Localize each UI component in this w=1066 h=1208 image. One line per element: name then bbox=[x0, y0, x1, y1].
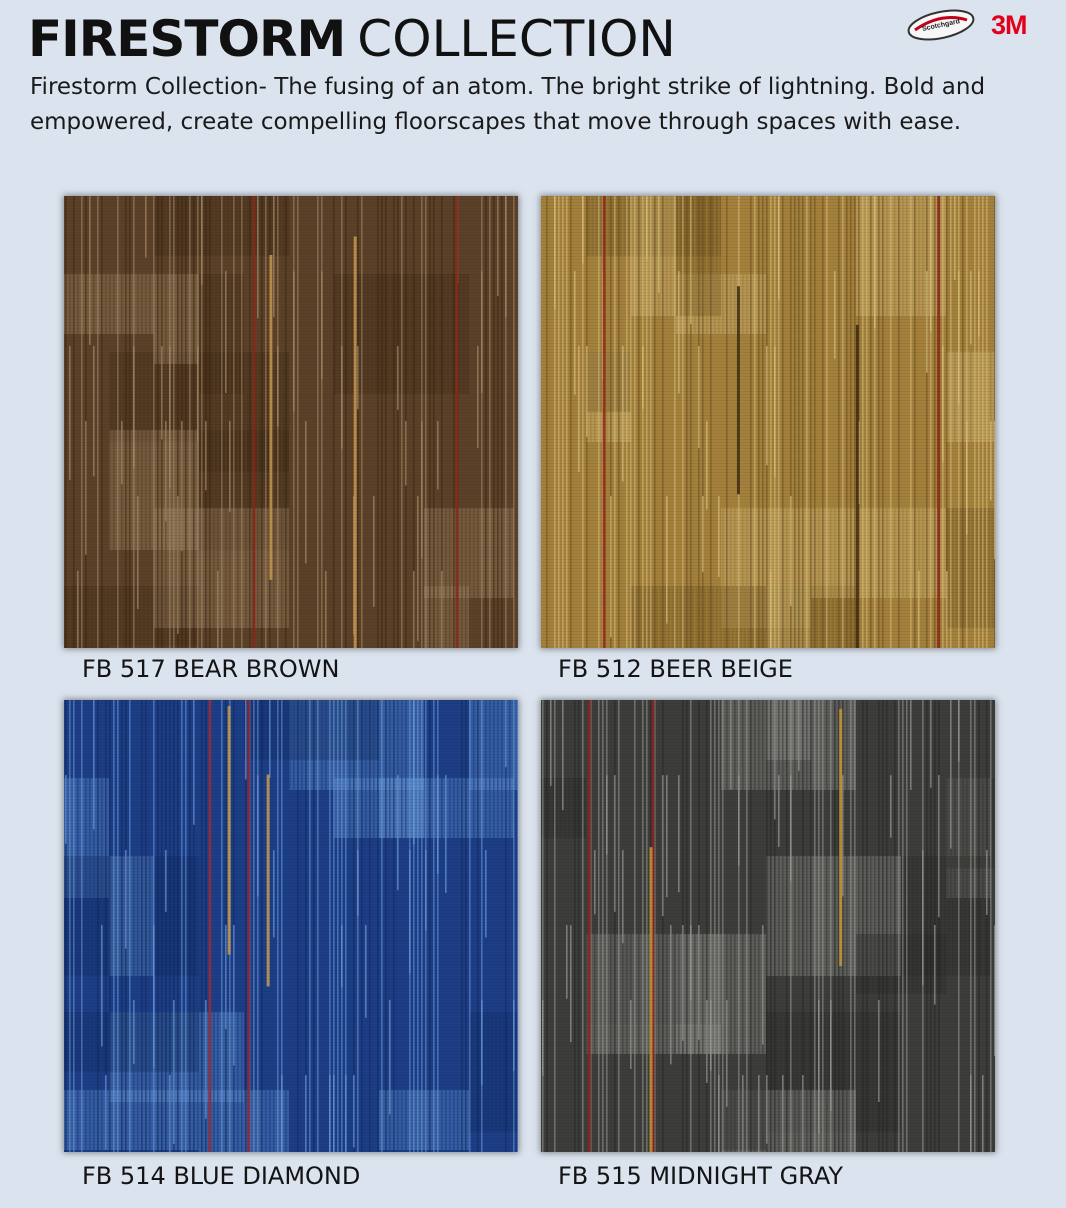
3m-logo: 3M bbox=[991, 10, 1027, 40]
svg-text:Scotchgard: Scotchgard bbox=[921, 18, 961, 33]
tile-caption-blue-diamond: FB 514 BLUE DIAMOND bbox=[82, 1162, 361, 1190]
tile-swatch-midnight-gray bbox=[541, 700, 995, 1152]
tile-caption-bear-brown: FB 517 BEAR BROWN bbox=[82, 655, 340, 683]
tile-caption-beer-beige: FB 512 BEER BEIGE bbox=[558, 655, 793, 683]
collection-description: Firestorm Collection- The fusing of an atom. The bright strike of lightning. Bold and empowered, create compelling floorscapes that move through spaces with ease. bbox=[30, 74, 986, 135]
tile-swatch-bear-brown bbox=[64, 196, 518, 648]
scotchgard-logo bbox=[905, 8, 977, 42]
tile-swatch-blue-diamond bbox=[64, 700, 518, 1152]
tile-caption-midnight-gray: FB 515 MIDNIGHT GRAY bbox=[558, 1162, 844, 1190]
brand-logos bbox=[905, 6, 1045, 46]
page-title bbox=[28, 6, 676, 72]
title-light: COLLECTION bbox=[357, 10, 676, 68]
tile-swatch-beer-beige bbox=[541, 196, 995, 648]
title-bold: FIRESTORM bbox=[28, 10, 346, 68]
